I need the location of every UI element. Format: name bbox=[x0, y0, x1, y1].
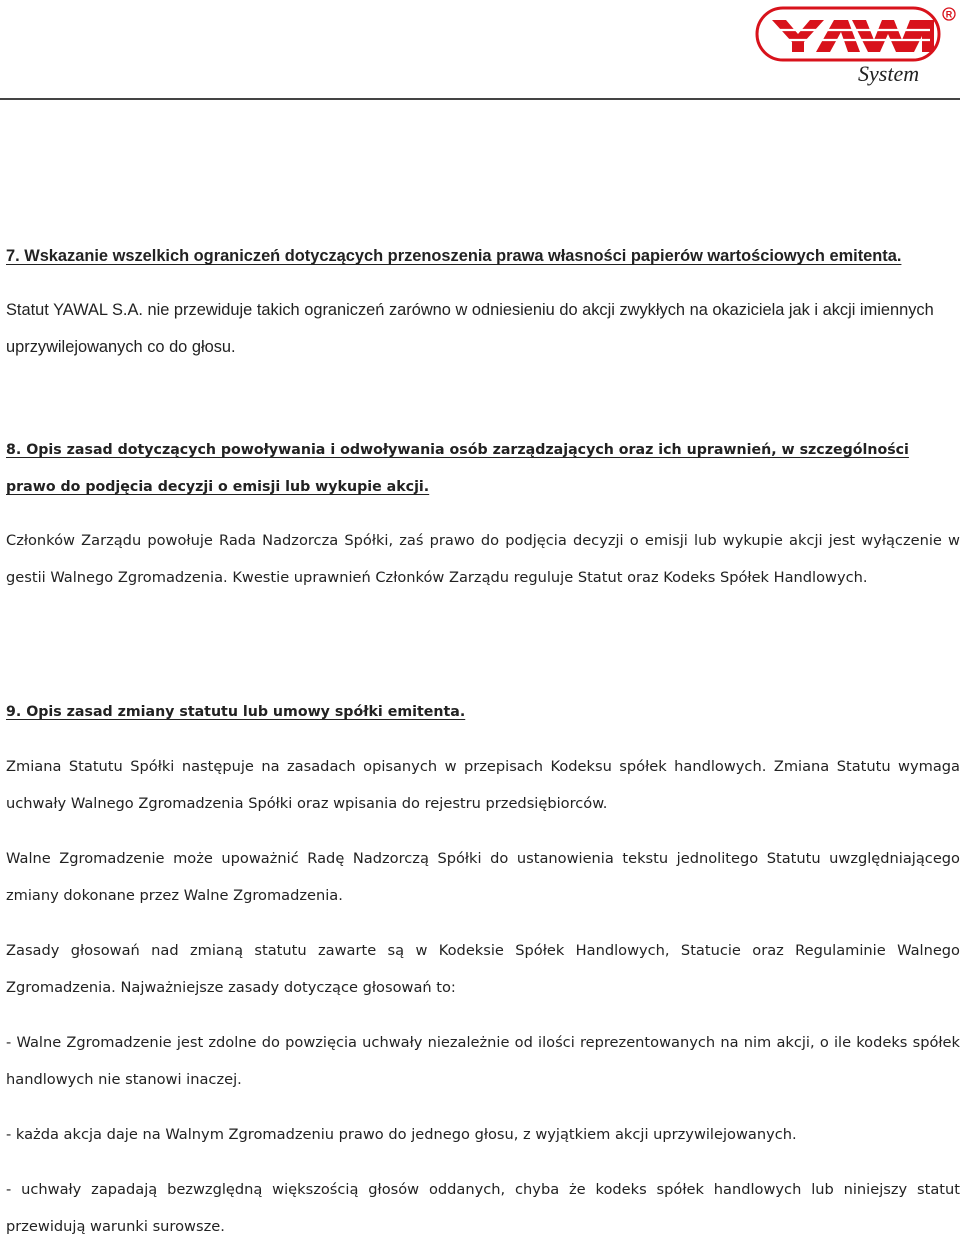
section-9-bullet-3: - uchwały zapadają bezwzględną większością głosów oddanych, chyba że kodeks spółek handlowych lub niniejszy statut przewidują warunki surowsze. bbox=[6, 1181, 960, 1235]
section-8-heading: 8. Opis zasad dotyczących powoływania i odwoływania osób zarządzających oraz ich uprawnień, w szczególności prawo do podjęcia decyzji o emisji lub wykupie akcji. bbox=[6, 442, 909, 495]
section-9-heading: 9. Opis zasad zmiany statutu lub umowy spółki emitenta. bbox=[6, 704, 466, 720]
section-7-heading: 7. Wskazanie wszelkich ograniczeń dotyczących przenoszenia prawa własności papierów wartościowych emitenta. bbox=[6, 247, 902, 265]
section-9-paragraph-3: Zasady głosowań nad zmianą statutu zawarte są w Kodeksie Spółek Handlowych, Statucie oraz Regulaminie Walnego Zgromadzenia. Najważniejsze zasady dotyczące głosowań to: bbox=[6, 942, 960, 996]
header-divider bbox=[0, 98, 960, 100]
section-8-body: Członków Zarządu powołuje Rada Nadzorcza Spółki, zaś prawo do podjęcia decyzji o emisji lub wykupie akcji jest wyłączenie w gestii Walnego Zgromadzenia. Kwestie uprawnień Członków Zarządu reguluje Statut oraz Kodeks Spółek Handlowych. bbox=[6, 532, 960, 586]
yawal-system-logo bbox=[752, 4, 958, 88]
section-9-bullet-1: - Walne Zgromadzenie jest zdolne do powzięcia uchwały niezależnie od ilości reprezentowanych na nim akcji, o ile kodeks spółek handlowych nie stanowi inaczej. bbox=[6, 1034, 960, 1088]
registered-mark: R bbox=[945, 9, 953, 20]
section-9-paragraph-1: Zmiana Statutu Spółki następuje na zasadach opisanych w przepisach Kodeksu spółek handlowych. Zmiana Statutu wymaga uchwały Walnego Zgromadzenia Spółki oraz wpisania do rejestru przedsiębiorców. bbox=[6, 758, 960, 812]
section-9-paragraph-2: Walne Zgromadzenie może upoważnić Radę Nadzorczą Spółki do ustanowienia tekstu jednolitego Statutu uwzględniającego zmiany dokonane przez Walne Zgromadzenia. bbox=[6, 850, 960, 904]
section-9-bullet-2: - każda akcja daje na Walnym Zgromadzeniu prawo do jednego głosu, z wyjątkiem akcji uprzywilejowanych. bbox=[6, 1126, 797, 1143]
section-7-body: Statut YAWAL S.A. nie przewiduje takich ograniczeń zarówno w odniesieniu do akcji zwykłych na okaziciela jak i akcji imiennych uprzywilejowanych co do głosu. bbox=[6, 301, 934, 356]
logo-subtitle: System bbox=[858, 61, 920, 86]
